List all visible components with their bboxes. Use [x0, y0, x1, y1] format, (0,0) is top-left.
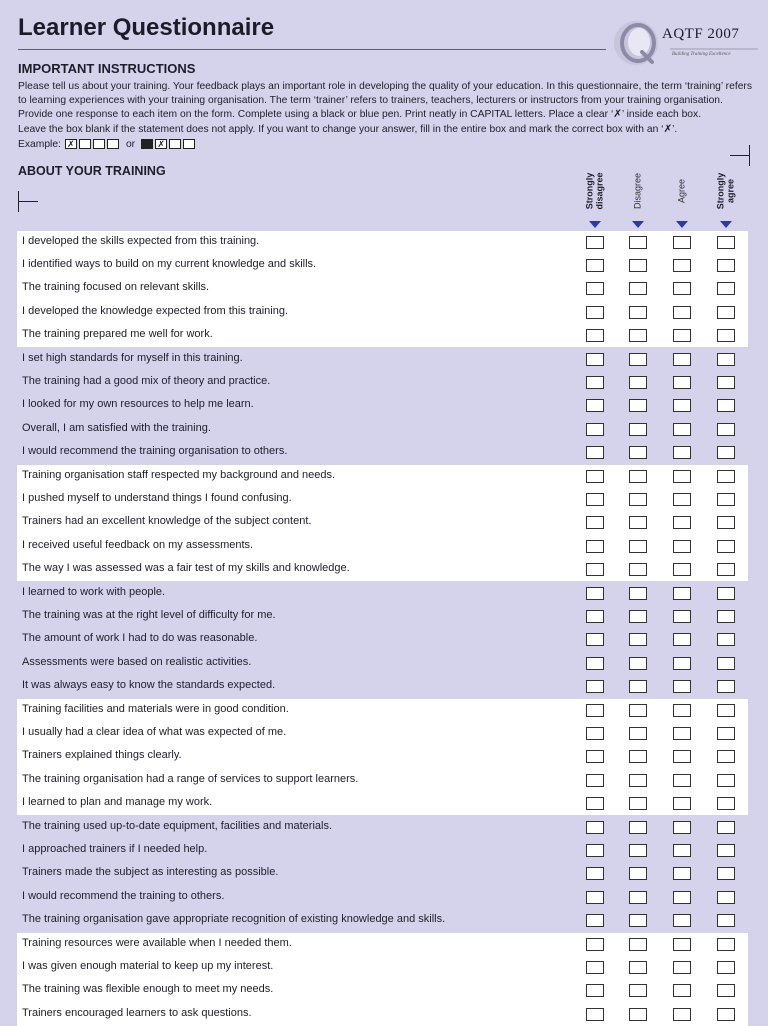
question-row — [17, 652, 748, 675]
strongly-disagree-checkbox[interactable] — [586, 984, 604, 997]
agree-checkbox[interactable] — [673, 914, 691, 927]
question-text: I usually had a clear idea of what was expected of me. — [22, 725, 287, 738]
strongly-agree-checkbox[interactable] — [717, 540, 735, 553]
column-header — [618, 170, 658, 212]
disagree-checkbox[interactable] — [629, 961, 647, 974]
question-text: The amount of work I had to do was reasonable. — [22, 632, 258, 645]
question-row — [17, 254, 748, 277]
question-text: I learned to plan and manage my work. — [22, 796, 213, 809]
strongly-disagree-checkbox[interactable] — [586, 282, 604, 295]
example-label: Example: — [18, 138, 61, 150]
example-checked-box: ✗ — [65, 139, 77, 149]
question-row — [17, 465, 748, 488]
question-text: The way I was assessed was a fair test of my skills and knowledge. — [22, 562, 350, 575]
example-empty-box — [79, 139, 91, 149]
question-row — [17, 418, 748, 441]
question-row — [17, 394, 748, 417]
question-row — [17, 816, 748, 839]
strongly-disagree-checkbox[interactable] — [586, 540, 604, 553]
question-row — [17, 839, 748, 862]
down-arrow-icon — [632, 221, 644, 228]
agree-checkbox[interactable] — [673, 353, 691, 366]
strongly-agree-checkbox[interactable] — [717, 587, 735, 600]
strongly-disagree-checkbox[interactable] — [586, 446, 604, 459]
question-row — [17, 699, 748, 722]
agree-checkbox[interactable] — [673, 516, 691, 529]
agree-checkbox[interactable] — [673, 493, 691, 506]
question-row — [17, 535, 748, 558]
strongly-disagree-checkbox[interactable] — [586, 750, 604, 763]
agree-checkbox[interactable] — [673, 750, 691, 763]
question-text: I identified ways to build on my current knowledge and skills. — [22, 257, 317, 270]
disagree-checkbox[interactable] — [629, 704, 647, 717]
question-text: The training was at the right level of difficulty for me. — [22, 608, 276, 621]
strongly-disagree-checkbox[interactable] — [586, 774, 604, 787]
question-text: I looked for my own resources to help me learn. — [22, 398, 254, 411]
title-divider — [18, 49, 606, 50]
disagree-checkbox[interactable] — [629, 236, 647, 249]
question-text: Trainers had an excellent knowledge of the subject content. — [22, 515, 312, 528]
strongly-agree-checkbox[interactable] — [717, 633, 735, 646]
column-header-line: agree — [725, 178, 735, 204]
column-header-label — [586, 172, 605, 209]
question-row — [17, 441, 748, 464]
agree-checkbox[interactable] — [673, 540, 691, 553]
question-text: I would recommend the training to others. — [22, 889, 225, 902]
strongly-agree-checkbox[interactable] — [717, 867, 735, 880]
strongly-agree-checkbox[interactable] — [717, 493, 735, 506]
strongly-disagree-checkbox[interactable] — [586, 329, 604, 342]
column-header — [575, 170, 615, 212]
agree-checkbox[interactable] — [673, 563, 691, 576]
strongly-agree-checkbox[interactable] — [717, 797, 735, 810]
strongly-disagree-checkbox[interactable] — [586, 353, 604, 366]
strongly-disagree-checkbox[interactable] — [586, 1008, 604, 1021]
question-text: The training had a good mix of theory and practice. — [22, 374, 271, 387]
strongly-agree-checkbox[interactable] — [717, 891, 735, 904]
disagree-checkbox[interactable] — [629, 399, 647, 412]
question-row — [17, 886, 748, 909]
strongly-disagree-checkbox[interactable] — [586, 259, 604, 272]
strongly-disagree-checkbox[interactable] — [586, 376, 604, 389]
column-header-label — [717, 173, 736, 210]
strongly-agree-checkbox[interactable] — [717, 680, 735, 693]
agree-checkbox[interactable] — [673, 704, 691, 717]
question-row — [17, 488, 748, 511]
disagree-checkbox[interactable] — [629, 938, 647, 951]
question-text: The training organisation had a range of services to support learners. — [22, 772, 359, 785]
question-row — [17, 511, 748, 534]
disagree-checkbox[interactable] — [629, 821, 647, 834]
question-text: Overall, I am satisfied with the training. — [22, 421, 211, 434]
strongly-agree-checkbox[interactable] — [717, 423, 735, 436]
disagree-checkbox[interactable] — [629, 727, 647, 740]
instructions-text — [18, 80, 758, 137]
example-checked-box: ✗ — [155, 139, 167, 149]
strongly-disagree-checkbox[interactable] — [586, 633, 604, 646]
question-row — [17, 769, 748, 792]
disagree-checkbox[interactable] — [629, 516, 647, 529]
strongly-agree-checkbox[interactable] — [717, 821, 735, 834]
agree-checkbox[interactable] — [673, 1008, 691, 1021]
agree-checkbox[interactable] — [673, 470, 691, 483]
question-text: Trainers made the subject as interesting as possible. — [22, 866, 279, 879]
question-text: Assessments were based on realistic activities. — [22, 655, 252, 668]
column-header — [662, 170, 702, 212]
strongly-agree-checkbox[interactable] — [717, 774, 735, 787]
strongly-agree-checkbox[interactable] — [717, 329, 735, 342]
strongly-disagree-checkbox[interactable] — [586, 797, 604, 810]
agree-checkbox[interactable] — [673, 891, 691, 904]
disagree-checkbox[interactable] — [629, 423, 647, 436]
question-row — [17, 956, 748, 979]
disagree-checkbox[interactable] — [629, 446, 647, 459]
question-text: The training was flexible enough to meet my needs. — [22, 983, 274, 996]
question-row — [17, 792, 748, 815]
disagree-checkbox[interactable] — [629, 750, 647, 763]
disagree-checkbox[interactable] — [629, 844, 647, 857]
disagree-checkbox[interactable] — [629, 984, 647, 997]
strongly-disagree-checkbox[interactable] — [586, 399, 604, 412]
disagree-checkbox[interactable] — [629, 353, 647, 366]
instructions-line: Provide one response to each item on the form. Complete using a black or blue pen. Print neatly in CAPITAL letters. Place a clear ‘✗’ inside each box. — [18, 109, 702, 121]
strongly-disagree-checkbox[interactable] — [586, 891, 604, 904]
question-text: I was given enough material to keep up my interest. — [22, 959, 274, 972]
logo-text: AQTF 2007 — [662, 26, 740, 42]
agree-checkbox[interactable] — [673, 423, 691, 436]
strongly-disagree-checkbox[interactable] — [586, 306, 604, 319]
agree-checkbox[interactable] — [673, 680, 691, 693]
question-text: I would recommend the training organisation to others. — [22, 445, 288, 458]
question-row — [17, 582, 748, 605]
down-arrow-icon — [720, 221, 732, 228]
disagree-checkbox[interactable] — [629, 587, 647, 600]
strongly-disagree-checkbox[interactable] — [586, 657, 604, 670]
strongly-agree-checkbox[interactable] — [717, 399, 735, 412]
strongly-disagree-checkbox[interactable] — [586, 961, 604, 974]
strongly-agree-checkbox[interactable] — [717, 727, 735, 740]
question-text: It was always easy to know the standards expected. — [22, 679, 276, 692]
strongly-disagree-checkbox[interactable] — [586, 610, 604, 623]
question-row — [17, 628, 748, 651]
strongly-agree-checkbox[interactable] — [717, 353, 735, 366]
disagree-checkbox[interactable] — [629, 633, 647, 646]
question-row — [17, 979, 748, 1002]
agree-checkbox[interactable] — [673, 282, 691, 295]
strongly-agree-checkbox[interactable] — [717, 282, 735, 295]
question-text: The training prepared me well for work. — [22, 328, 213, 341]
agree-checkbox[interactable] — [673, 938, 691, 951]
strongly-disagree-checkbox[interactable] — [586, 493, 604, 506]
strongly-agree-checkbox[interactable] — [717, 750, 735, 763]
disagree-checkbox[interactable] — [629, 680, 647, 693]
strongly-agree-checkbox[interactable] — [717, 610, 735, 623]
strongly-disagree-checkbox[interactable] — [586, 680, 604, 693]
example-empty-box — [169, 139, 181, 149]
question-row — [17, 1003, 748, 1026]
agree-checkbox[interactable] — [673, 329, 691, 342]
agree-checkbox[interactable] — [673, 821, 691, 834]
disagree-checkbox[interactable] — [629, 610, 647, 623]
instructions-heading: IMPORTANT INSTRUCTIONS — [18, 61, 196, 76]
disagree-checkbox[interactable] — [629, 470, 647, 483]
column-header-line: Agree — [676, 178, 687, 204]
column-header-line: disagree — [594, 172, 604, 210]
strongly-agree-checkbox[interactable] — [717, 563, 735, 576]
disagree-checkbox[interactable] — [629, 563, 647, 576]
instructions-line: Please tell us about your training. Your feedback plays an important role in developing the quality of your education. In this questionnaire, the term ‘training’ refers — [18, 81, 752, 92]
agree-checkbox[interactable] — [673, 399, 691, 412]
disagree-checkbox[interactable] — [629, 540, 647, 553]
question-text: The training used up-to-date equipment, facilities and materials. — [22, 819, 333, 832]
example-row — [18, 137, 197, 151]
question-text: I pushed myself to understand things I found confusing. — [22, 491, 292, 504]
question-row — [17, 371, 748, 394]
strongly-agree-checkbox[interactable] — [717, 914, 735, 927]
question-text: Trainers explained things clearly. — [22, 749, 182, 762]
strongly-agree-checkbox[interactable] — [717, 236, 735, 249]
question-text: Trainers encouraged learners to ask questions. — [22, 1006, 252, 1019]
agree-checkbox[interactable] — [673, 844, 691, 857]
registration-mark — [749, 145, 750, 166]
column-header — [706, 170, 746, 212]
registration-mark — [730, 155, 750, 156]
strongly-disagree-checkbox[interactable] — [586, 423, 604, 436]
page-title: Learner Questionnaire — [18, 14, 275, 41]
question-row — [17, 277, 748, 300]
question-row — [17, 722, 748, 745]
disagree-checkbox[interactable] — [629, 867, 647, 880]
example-empty-box — [183, 139, 195, 149]
strongly-agree-checkbox[interactable] — [717, 657, 735, 670]
strongly-disagree-checkbox[interactable] — [586, 704, 604, 717]
question-row — [17, 605, 748, 628]
strongly-agree-checkbox[interactable] — [717, 984, 735, 997]
question-text: I set high standards for myself in this training. — [22, 351, 243, 364]
strongly-agree-checkbox[interactable] — [717, 961, 735, 974]
agree-checkbox[interactable] — [673, 727, 691, 740]
strongly-agree-checkbox[interactable] — [717, 938, 735, 951]
logo-tagline: Building Training Excellence — [672, 52, 731, 57]
strongly-disagree-checkbox[interactable] — [586, 844, 604, 857]
question-text: Training facilities and materials were in good condition. — [22, 702, 289, 715]
column-header-label — [677, 179, 687, 203]
strongly-disagree-checkbox[interactable] — [586, 727, 604, 740]
agree-checkbox[interactable] — [673, 259, 691, 272]
registration-mark — [18, 191, 19, 212]
question-text: I received useful feedback on my assessments. — [22, 538, 254, 551]
strongly-agree-checkbox[interactable] — [717, 844, 735, 857]
strongly-agree-checkbox[interactable] — [717, 446, 735, 459]
strongly-agree-checkbox[interactable] — [717, 470, 735, 483]
column-header-label — [633, 173, 643, 209]
strongly-agree-checkbox[interactable] — [717, 306, 735, 319]
strongly-agree-checkbox[interactable] — [717, 516, 735, 529]
agree-checkbox[interactable] — [673, 797, 691, 810]
down-arrow-icon — [676, 221, 688, 228]
disagree-checkbox[interactable] — [629, 657, 647, 670]
agree-checkbox[interactable] — [673, 376, 691, 389]
strongly-disagree-checkbox[interactable] — [586, 914, 604, 927]
strongly-disagree-checkbox[interactable] — [586, 516, 604, 529]
question-text: I learned to work with people. — [22, 585, 166, 598]
question-row — [17, 933, 748, 956]
question-row — [17, 745, 748, 768]
instructions-line: to learning experiences with your training organisation. The term ‘trainer’ refers to trainers, teachers, lecturers or instructors from your training organisation. — [18, 95, 723, 107]
agree-checkbox[interactable] — [673, 657, 691, 670]
column-header-line: Strongly — [715, 172, 726, 210]
strongly-disagree-checkbox[interactable] — [586, 821, 604, 834]
strongly-disagree-checkbox[interactable] — [586, 587, 604, 600]
disagree-checkbox[interactable] — [629, 259, 647, 272]
agree-checkbox[interactable] — [673, 633, 691, 646]
question-row — [17, 558, 748, 581]
question-text: The training organisation gave appropriate recognition of existing knowledge and skills. — [22, 913, 446, 926]
question-text: I developed the skills expected from this training. — [22, 234, 260, 247]
question-text: Training resources were available when I needed them. — [22, 936, 292, 949]
section-heading: ABOUT YOUR TRAINING — [18, 164, 166, 178]
question-row — [17, 909, 748, 932]
example-or: or — [125, 138, 136, 150]
agree-checkbox[interactable] — [673, 587, 691, 600]
question-row — [17, 324, 748, 347]
agree-checkbox[interactable] — [673, 984, 691, 997]
strongly-disagree-checkbox[interactable] — [586, 236, 604, 249]
disagree-checkbox[interactable] — [629, 306, 647, 319]
strongly-disagree-checkbox[interactable] — [586, 938, 604, 951]
agree-checkbox[interactable] — [673, 236, 691, 249]
agree-checkbox[interactable] — [673, 867, 691, 880]
disagree-checkbox[interactable] — [629, 914, 647, 927]
agree-checkbox[interactable] — [673, 306, 691, 319]
disagree-checkbox[interactable] — [629, 282, 647, 295]
agree-checkbox[interactable] — [673, 446, 691, 459]
question-text: Training organisation staff respected my background and needs. — [22, 468, 336, 481]
disagree-checkbox[interactable] — [629, 891, 647, 904]
question-row — [17, 862, 748, 885]
strongly-agree-checkbox[interactable] — [717, 376, 735, 389]
strongly-agree-checkbox[interactable] — [717, 704, 735, 717]
question-row — [17, 675, 748, 698]
question-text: I developed the knowledge expected from this training. — [22, 304, 288, 317]
agree-checkbox[interactable] — [673, 610, 691, 623]
question-text: The training focused on relevant skills. — [22, 281, 210, 294]
question-row — [17, 301, 748, 324]
question-row — [17, 231, 748, 254]
agree-checkbox[interactable] — [673, 774, 691, 787]
down-arrow-icon — [589, 221, 601, 228]
disagree-checkbox[interactable] — [629, 329, 647, 342]
strongly-disagree-checkbox[interactable] — [586, 867, 604, 880]
example-empty-box — [93, 139, 105, 149]
question-text: I approached trainers if I needed help. — [22, 842, 208, 855]
registration-mark — [18, 201, 38, 202]
instructions-line: Leave the box blank if the statement does not apply. If you want to change your answer, fill in the entire box and mark the correct box with an ‘✗’. — [18, 123, 678, 135]
question-row — [17, 348, 748, 371]
strongly-agree-checkbox[interactable] — [717, 1008, 735, 1021]
strongly-agree-checkbox[interactable] — [717, 259, 735, 272]
example-filled-box — [141, 139, 153, 149]
agree-checkbox[interactable] — [673, 961, 691, 974]
disagree-checkbox[interactable] — [629, 1008, 647, 1021]
disagree-checkbox[interactable] — [629, 797, 647, 810]
column-header-line: Disagree — [632, 172, 643, 210]
strongly-disagree-checkbox[interactable] — [586, 563, 604, 576]
disagree-checkbox[interactable] — [629, 774, 647, 787]
column-header-line: Strongly — [584, 172, 595, 210]
strongly-disagree-checkbox[interactable] — [586, 470, 604, 483]
disagree-checkbox[interactable] — [629, 376, 647, 389]
disagree-checkbox[interactable] — [629, 493, 647, 506]
example-empty-box — [107, 139, 119, 149]
